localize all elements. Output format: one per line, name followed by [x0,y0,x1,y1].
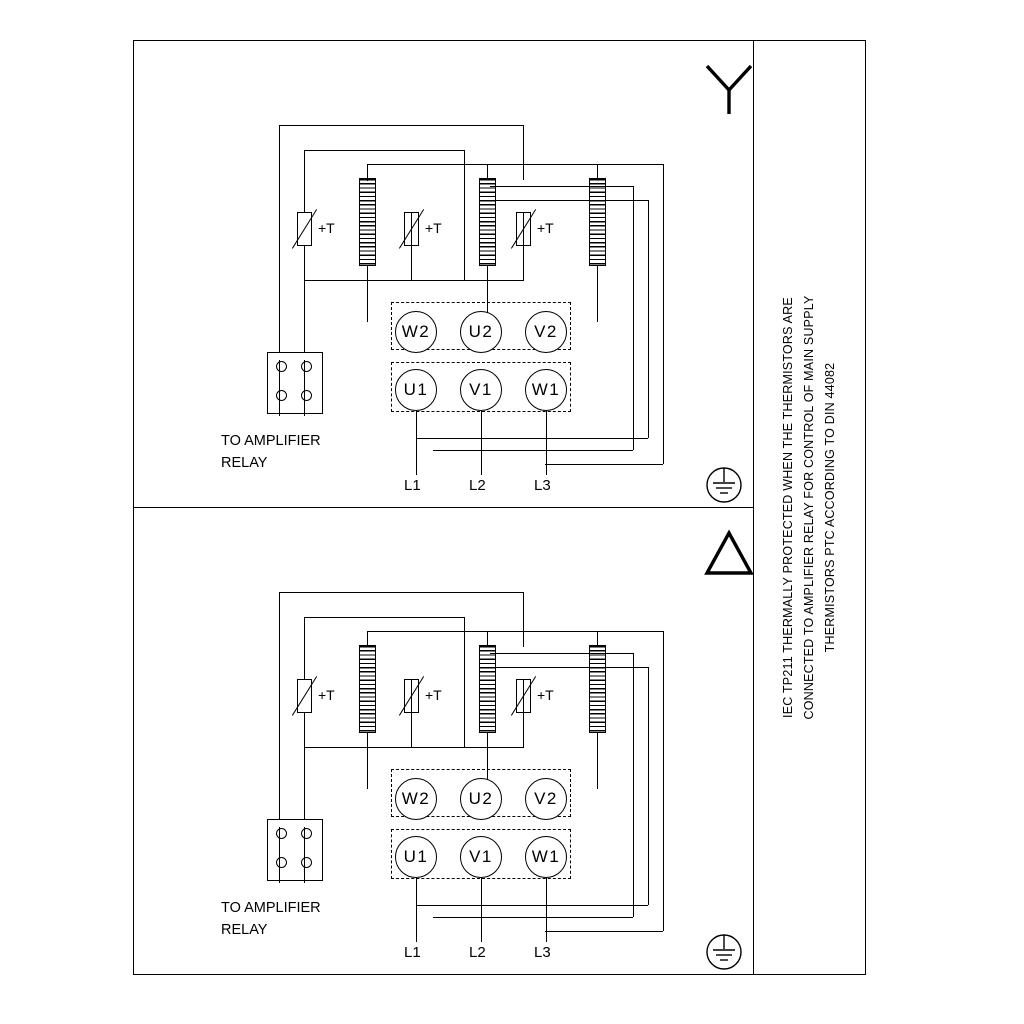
terminal-v1[interactable]: V1 [460,369,502,411]
amplifier-label-line1: TO AMPLIFIER [221,433,321,449]
wire [490,186,633,187]
thermistor-label-3: +T [537,687,554,703]
wire-l2 [481,411,482,475]
supply-label-l2: L2 [469,477,486,494]
supply-label-l1: L1 [404,944,421,961]
wire-l1 [416,411,417,475]
wire [367,164,663,165]
thermistor-label-2: +T [425,220,442,236]
wire [304,280,412,281]
winding-coil-2 [479,178,496,266]
wire [648,667,649,905]
notes-panel [753,40,866,975]
terminal-v2[interactable]: V2 [525,778,567,820]
wire [490,653,633,654]
wire-l2 [481,878,482,942]
wire [367,180,368,181]
terminal-u2[interactable]: U2 [460,778,502,820]
wire [367,164,368,180]
supply-label-l3: L3 [534,944,551,961]
thermistor-label-1: +T [318,220,335,236]
wire [367,266,368,322]
winding-coil-2 [479,645,496,733]
wire [464,150,465,280]
terminal-w1[interactable]: W1 [525,836,567,878]
star-connection-symbol [699,58,759,118]
wire [304,617,305,679]
wire [279,679,280,713]
wire [487,631,488,647]
wire [464,617,465,747]
wire [545,464,663,465]
connector-terminal-3[interactable] [276,857,287,868]
wire [304,150,305,212]
amplifier-label-line2: RELAY [221,922,268,938]
wire [597,266,598,322]
terminal-w1[interactable]: W1 [525,369,567,411]
wire [416,438,648,439]
wire [633,653,634,917]
connector-terminal-1[interactable] [276,361,287,372]
wire [597,733,598,789]
connector-terminal-2[interactable] [301,361,312,372]
wire [411,679,412,747]
wire [279,592,523,593]
wire [479,200,648,201]
wire [304,617,464,618]
wire [279,827,280,883]
wire [279,360,280,416]
wire [304,827,305,883]
wire [523,679,524,747]
wire [597,164,598,180]
wire [304,150,464,151]
wire [479,667,648,668]
wire [279,212,280,246]
amplifier-connector-block[interactable] [267,352,323,414]
amplifier-label-line2: RELAY [221,455,268,471]
earth-ground-symbol [697,460,751,510]
wire [411,280,524,281]
winding-coil-3 [589,645,606,733]
wire [523,125,524,180]
wire [304,713,305,827]
terminal-u1[interactable]: U1 [395,369,437,411]
winding-coil-3 [589,178,606,266]
terminal-u1[interactable]: U1 [395,836,437,878]
wire [279,125,523,126]
note-line-3: THERMISTORS PTC ACCORDING TO DIN 44082 [823,362,837,653]
thermistor-label-3: +T [537,220,554,236]
wire [648,200,649,438]
wire [304,360,305,416]
wire [633,186,634,450]
wire-l1 [416,878,417,942]
winding-coil-1 [359,645,376,733]
connector-terminal-4[interactable] [301,390,312,401]
wire [367,631,663,632]
thermistor-label-1: +T [318,687,335,703]
wire [523,212,524,280]
wire [411,747,524,748]
wire [433,917,633,918]
wire-l3 [546,411,547,475]
amplifier-connector-block[interactable] [267,819,323,881]
earth-ground-symbol [697,927,751,977]
diagram-delta-connection [133,507,753,974]
supply-label-l3: L3 [534,477,551,494]
wire [663,631,664,931]
wire [597,631,598,647]
terminal-v2[interactable]: V2 [525,311,567,353]
diagram-star-connection [133,40,753,507]
wire [367,631,368,647]
wire-l3 [546,878,547,942]
wire [416,905,648,906]
terminal-w2[interactable]: W2 [395,778,437,820]
wire [411,212,412,280]
wire [433,450,633,451]
delta-connection-symbol [699,525,759,585]
connector-terminal-1[interactable] [276,828,287,839]
note-line-2: CONNECTED TO AMPLIFIER RELAY FOR CONTROL OF MAIN SUPPLY [802,295,816,720]
note-line-1: IEC TP211 THERMALLY PROTECTED WHEN THE THERMISTORS ARE [781,297,795,718]
wire [523,592,524,647]
thermistor-label-2: +T [425,687,442,703]
connector-terminal-2[interactable] [301,828,312,839]
wire [367,733,368,789]
connector-terminal-4[interactable] [301,857,312,868]
terminal-v1[interactable]: V1 [460,836,502,878]
wire [487,164,488,180]
winding-coil-1 [359,178,376,266]
wire [304,246,305,360]
amplifier-label-line1: TO AMPLIFIER [221,900,321,916]
supply-label-l1: L1 [404,477,421,494]
wire [545,931,663,932]
wire [304,747,412,748]
wire [663,164,664,464]
terminal-w2[interactable]: W2 [395,311,437,353]
connector-terminal-3[interactable] [276,390,287,401]
terminal-u2[interactable]: U2 [460,311,502,353]
supply-label-l2: L2 [469,944,486,961]
